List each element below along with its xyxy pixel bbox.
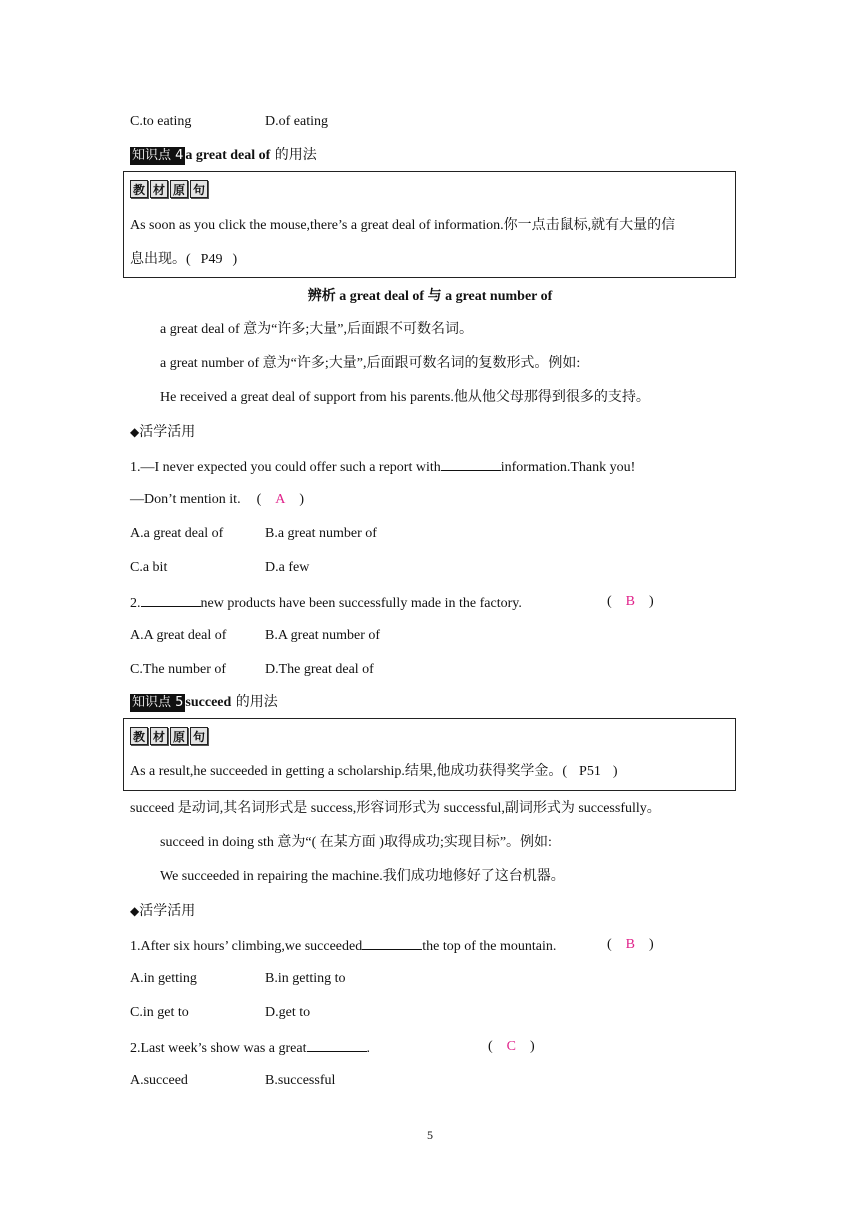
option-a: A.in getting xyxy=(130,971,197,986)
option-c: C.The number of xyxy=(130,662,227,677)
practice-heading-text: 活学活用 xyxy=(139,903,196,919)
badge-char: 教 xyxy=(130,180,148,198)
option-b: B.A great number of xyxy=(265,628,381,643)
knowledge-point-tag: 知识点 4 xyxy=(132,148,184,163)
analysis-heading: 辨析 a great deal of 与 a great number of xyxy=(307,289,553,304)
question-text: information.Thank you! xyxy=(500,460,636,475)
quote-line-1: As soon as you click the mouse,there’s a great deal of information.你一点击鼠标,就有大量的信 xyxy=(130,218,676,233)
badge-char: 教 xyxy=(130,727,148,745)
knowledge-point-4-heading xyxy=(130,145,317,166)
succeed-note-3: We succeeded in repairing the machine.我们成功地修好了这台机器。 xyxy=(160,869,565,884)
option-b: B.successful xyxy=(265,1073,336,1088)
option-d: D.The great deal of xyxy=(265,662,374,677)
question-2 xyxy=(130,592,522,614)
quote-text: As a result,he succeeded in getting a scholarship.结果,他成功获得奖学金。( xyxy=(130,764,568,779)
badge-char: 句 xyxy=(190,727,208,745)
paren-close: ) xyxy=(612,764,618,779)
question-text: the top of the mountain. xyxy=(422,939,557,954)
question-text: 2.Last week’s show was a great xyxy=(130,1041,307,1056)
diamond-icon: ◆ xyxy=(130,425,140,439)
badge-char: 原 xyxy=(170,180,188,198)
badge-char: 原 xyxy=(170,727,188,745)
badge-char: 材 xyxy=(150,727,168,745)
succeed-note-1: succeed 是动词,其名词形式是 success,形容词形式为 successful,副词形式为 successfully。 xyxy=(130,801,661,816)
option-a: A.succeed xyxy=(130,1073,188,1088)
option-a: A.a great deal of xyxy=(130,526,224,541)
analysis-line-1: a great deal of 意为“许多;大量”,后面跟不可数名词。 xyxy=(160,322,473,337)
option-d: D.of eating xyxy=(265,114,328,129)
quote-line-1 xyxy=(130,762,618,782)
diamond-icon: ◆ xyxy=(130,904,140,918)
answer-parens: ( B ) xyxy=(607,937,654,952)
kp-title-cn: 的用法 xyxy=(270,147,317,163)
option-c: C.in get to xyxy=(130,1005,189,1020)
answer-letter: C xyxy=(506,1039,517,1054)
option-a: A.A great deal of xyxy=(130,628,227,643)
textbook-quote-box-1 xyxy=(123,171,736,278)
succeed-note-2: succeed in doing sth 意为“( 在某方面 )取得成功;实现目标”。例如: xyxy=(160,835,552,850)
option-c: C.a bit xyxy=(130,560,168,575)
question-text: 1.—I never expected you could offer such a report with xyxy=(130,460,441,475)
analysis-line-3: He received a great deal of support from his parents.他从他父母那得到很多的支持。 xyxy=(160,390,650,405)
answer-letter: B xyxy=(625,937,636,952)
knowledge-point-tag: 知识点 5 xyxy=(132,695,184,710)
question-text: new products have been successfully made in the factory. xyxy=(200,596,522,611)
page-ref: P49 xyxy=(200,252,223,267)
answer-blank xyxy=(441,456,501,471)
answer-blank xyxy=(362,935,422,950)
kp-title-en: succeed xyxy=(185,695,232,710)
option-d: D.get to xyxy=(265,1005,311,1020)
answer-blank xyxy=(141,592,201,607)
knowledge-point-5-heading xyxy=(130,692,278,713)
badge-char: 材 xyxy=(150,180,168,198)
answer-blank xyxy=(307,1037,367,1052)
badge-char: 句 xyxy=(190,180,208,198)
reply-text: —Don’t mention it. xyxy=(130,492,241,507)
answer-parens: ( B ) xyxy=(607,594,654,609)
kp-title-en: a great deal of xyxy=(185,148,271,163)
question-text: 1.After six hours’ climbing,we succeeded xyxy=(130,939,363,954)
kp-title-cn: 的用法 xyxy=(231,694,278,710)
question-1 xyxy=(130,935,556,957)
practice-heading-2 xyxy=(130,901,195,922)
analysis-line-2: a great number of 意为“许多;大量”,后面跟可数名词的复数形式。例如: xyxy=(160,356,581,371)
question-1 xyxy=(130,456,635,478)
option-d: D.a few xyxy=(265,560,310,575)
question-1-reply: —Don’t mention it. ( A ) xyxy=(130,492,305,507)
option-b: B.a great number of xyxy=(265,526,377,541)
option-c: C.to eating xyxy=(130,114,192,129)
option-b: B.in getting to xyxy=(265,971,346,986)
page-ref: P51 xyxy=(579,764,601,779)
answer-letter: B xyxy=(625,594,636,609)
textbook-quote-box-2 xyxy=(123,718,736,791)
paren-close: ) xyxy=(232,252,238,267)
textbook-original-badge xyxy=(130,180,208,198)
textbook-original-badge xyxy=(130,727,208,745)
question-text: . xyxy=(366,1041,371,1056)
answer-letter: A xyxy=(275,492,286,507)
quote-text: 息出现。( xyxy=(130,252,191,267)
page-number: 5 xyxy=(427,1128,433,1142)
question-number: 2. xyxy=(130,596,141,611)
answer-parens: ( C ) xyxy=(488,1039,535,1054)
question-2 xyxy=(130,1037,370,1059)
quote-line-2 xyxy=(130,250,237,270)
practice-heading-1 xyxy=(130,422,195,443)
practice-heading-text: 活学活用 xyxy=(139,424,196,440)
